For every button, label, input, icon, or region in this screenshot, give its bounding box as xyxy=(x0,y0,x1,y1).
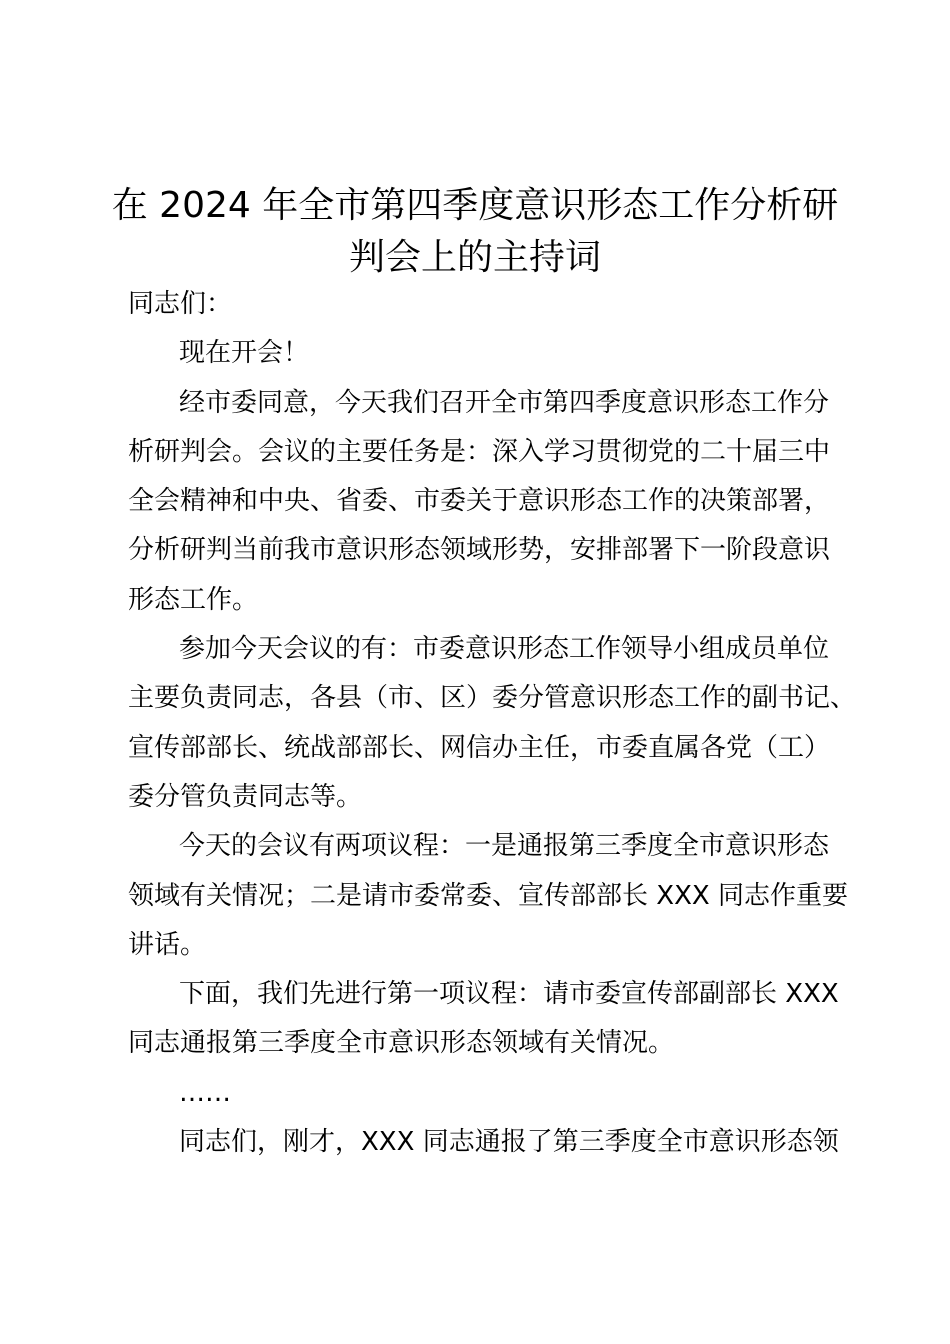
paragraph-line: 领域有关情况；二是请市委常委、宣传部部长 XXX 同志作重要 xyxy=(128,880,848,911)
paragraph-line: 分析研判当前我市意识形态领域形势，安排部署下一阶段意识 xyxy=(128,535,831,566)
title-line-2: 判会上的主持词 xyxy=(348,237,601,278)
paragraph-line: 宣传部部长、统战部部长、网信办主任，市委直属各党（工） xyxy=(128,732,831,763)
paragraph-line: 经市委同意，今天我们召开全市第四季度意识形态工作分 xyxy=(179,387,830,418)
paragraph-line: 讲话。 xyxy=(128,929,207,960)
paragraph-line: 同志通报第三季度全市意识形态领域有关情况。 xyxy=(128,1028,675,1059)
paragraph-line: 下面，我们先进行第一项议程：请市委宣传部副部长 XXX xyxy=(179,979,839,1010)
paragraph-line: 主要负责同志，各县（市、区）委分管意识形态工作的副书记、 xyxy=(128,683,857,714)
paragraph-line: 析研判会。会议的主要任务是：深入学习贯彻党的二十届三中 xyxy=(128,436,831,467)
paragraph-line: 全会精神和中央、省委、市委关于意识形态工作的决策部署， xyxy=(128,486,831,517)
paragraph-line: 委分管负责同志等。 xyxy=(128,781,363,812)
title-line-1: 在 2024 年全市第四季度意识形态工作分析研 xyxy=(111,185,839,226)
document-body xyxy=(128,280,857,1167)
document-title xyxy=(100,180,850,284)
paragraph-line: 同志们，刚才，XXX 同志通报了第三季度全市意识形态领 xyxy=(179,1127,839,1158)
paragraph-line: 今天的会议有两项议程：一是通报第三季度全市意识形态 xyxy=(179,831,830,862)
ellipsis-line: …… xyxy=(179,1077,231,1108)
paragraph-line: 形态工作。 xyxy=(128,584,259,615)
salutation-line: 同志们： xyxy=(128,289,233,319)
paragraph-line: 参加今天会议的有：市委意识形态工作领导小组成员单位 xyxy=(179,634,830,665)
paragraph-line: 现在开会！ xyxy=(179,338,310,369)
